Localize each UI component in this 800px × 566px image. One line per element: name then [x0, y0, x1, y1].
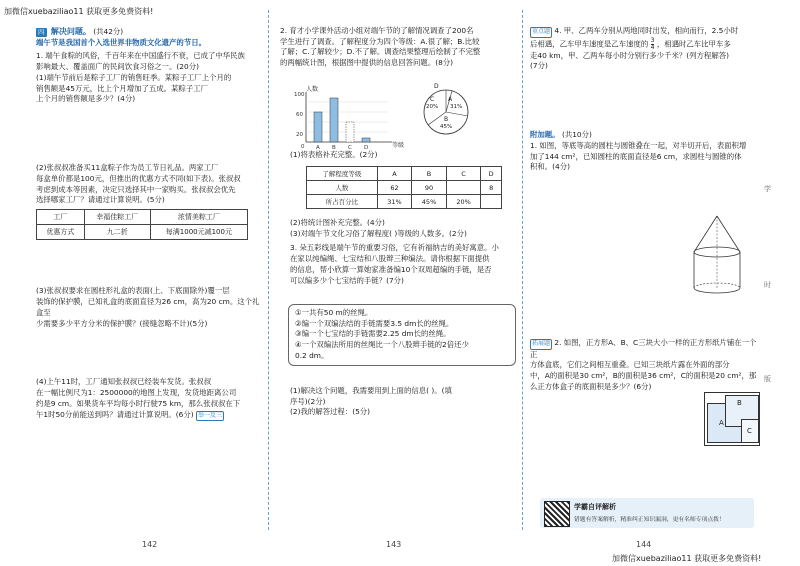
more-practice-tag: 举一反三 [196, 411, 224, 422]
q4-stem-line2: 后相遇，乙车甲车速度是乙车速度的 [530, 39, 649, 49]
side-char: 版 [764, 375, 771, 383]
q4-score: (7分) [530, 61, 548, 71]
table-header: 了解程度等级 [307, 167, 378, 181]
pie-label-b: B [444, 116, 449, 123]
label-c: C [747, 427, 752, 435]
q4-stem-line3: 走40 km，甲、乙两车每小时分别行多少千米？(列方程解答) [530, 50, 729, 60]
extra-score: (共10分) [561, 130, 592, 140]
q2-stem-line2: 学生进行了调查。了解程度分为四个等级：A.很了解；B.比较 [280, 36, 480, 46]
q3-subquestions [290, 386, 512, 418]
q2-stem-line1: 2. 育才小学课外活动小组对端午节的了解情况调查了200名 [280, 26, 474, 35]
extra-question-2 [530, 338, 758, 393]
q1-part3-line2: 装饰的保护膜，已知礼盒的底面直径为26 cm，高为20 cm。这个礼盒至 [36, 297, 260, 317]
table-cell: 45% [412, 195, 447, 209]
q2-subquestions [290, 218, 512, 286]
q3-stem-line4: 可以编多少个七宝结的手链？(7分) [290, 275, 404, 285]
bar-c [346, 122, 354, 142]
q2-sub2: (2)将统计图补充完整。(4分) [290, 218, 385, 227]
e1-stem-line1: 1. 如图，等底等高的圆柱与圆锥叠在一起，对半切开后，表面积增 [530, 140, 747, 150]
table-cell: 20% [446, 195, 481, 209]
q1-stem-line2: 影响最大、覆盖面广的民间饮食习俗之一。(20分) [36, 62, 199, 72]
q1-part1-line1: (1)端午节前后是粽子工厂的销售旺季。某粽子工厂上个月的 [36, 72, 232, 82]
table-cell: 每满1000元减100元 [150, 225, 247, 240]
q3-stem-line2: 在家以纯编绳、七宝结和八股辫三种编法。请你根据下面提供 [290, 254, 490, 264]
q1-part2-line2: 每盒单价都是100元，但推出的优惠方式不同(如下表)。张叔叔 [36, 173, 241, 183]
table-header: D [481, 167, 502, 181]
answer-space [530, 72, 758, 130]
q1-part2-line3: 考虑到成本等因素，决定只选择其中一家购买。张叔叔会优先 [36, 184, 236, 194]
q4-stem-line1: 4. 甲、乙两车分别从两地同时出发，相向而行，2.5小时 [554, 26, 739, 35]
bar-chart [292, 88, 405, 150]
table-cell: 优惠方式 [37, 225, 85, 240]
promo-line2: 更有名师专项点拨！ [672, 517, 725, 523]
q3-sub1-cont: 序号)(2分) [290, 396, 326, 406]
bar-d [362, 138, 370, 142]
section-title: 解决问题。 [50, 27, 91, 36]
column-1 [36, 26, 260, 421]
table-cell: 8 [481, 181, 502, 195]
cylinder-cone-figure [690, 212, 744, 298]
label-a: A [719, 419, 724, 427]
q1-part2-line1: (2)张叔叔准备买11盒粽子作为员工节日礼品。两家工厂 [36, 163, 219, 173]
tick-c: C [348, 145, 352, 150]
table-cell: 62 [377, 181, 412, 195]
promo-line1: 错题有答案解析，精准纠正知识漏洞， [574, 517, 673, 523]
watermark-top: 加微信xuebaziliao11 获取更多免费资料! [4, 7, 154, 16]
chart-y-label: 人数 [306, 86, 319, 93]
key-question-tag: 重点题 [530, 27, 552, 38]
q3-sub1: (1)解决这个问题，我需要用到上面的信息( )。(填 [290, 386, 452, 395]
e2-stem-line3: 中，A的面积是30 cm²，B的面积是36 cm²，C的面积是20 cm²，那 [530, 371, 757, 381]
side-char: 时 [764, 281, 771, 289]
table-cell: 所占百分比 [307, 195, 378, 209]
svg-text:0: 0 [301, 144, 305, 150]
table-cell [446, 181, 481, 195]
e1-stem-line2: 加了144 cm²，已知圆柱的底面直径是6 cm，求圆柱与圆锥的体 [530, 151, 742, 161]
table-cell [481, 195, 502, 209]
e2-stem-line1: 2. 如图，正方形A、B、C三块大小一样的正方形纸片铺在一个正 [530, 338, 757, 359]
section-number: 四 [38, 28, 45, 36]
promo-text [574, 514, 725, 523]
info-item-3: ③编一个七宝结的手链需要2.25 dm长的丝绳。 [295, 329, 451, 339]
extra-title: 附加题。 [530, 130, 560, 140]
page-number: 142 [142, 540, 158, 549]
tick-a: A [316, 145, 320, 150]
table-cell: 九二折 [84, 225, 150, 240]
pie-label-b-pct: 45% [440, 124, 453, 130]
page-number: 144 [636, 540, 652, 549]
e2-stem-line4: 么正方体盒子的底面积是多少？(6分) [530, 381, 652, 391]
q2-sub3: (3)对端午节文化习俗了解程度( )等级的人数多。(2分) [290, 228, 467, 238]
discount-table [36, 209, 248, 240]
pie-label-a-pct: 31% [450, 104, 463, 110]
column-divider [522, 10, 523, 530]
svg-text:100: 100 [294, 92, 305, 98]
e1-stem-line3: 积和。(4分) [530, 162, 571, 172]
e2-stem-line2: 方体盒底，它们之间相互重叠。已知三块纸片露在外面的部分 [530, 360, 730, 370]
fraction-numerator: 3 [650, 36, 655, 44]
table-cell: 人数 [307, 181, 378, 195]
q1-stem-line1: 1. 端午食粽的风俗，千百年来在中国盛行不衰，已成了中华民族 [36, 51, 245, 61]
label-b: B [737, 399, 742, 407]
section-intro: 端午节是我国首个入选世界非物质文化遗产的节日。 [36, 37, 206, 47]
q1-part2-line4: 选择哪家工厂？请通过计算说明。(5分) [36, 195, 165, 205]
pie-label-d: D [434, 83, 439, 90]
column-divider [268, 10, 269, 530]
watermark-bottom: 加微信xuebaziliao11 获取更多免费资料! [612, 554, 762, 563]
column-3 [530, 26, 758, 173]
q1-part1-line2: 销售额是45万元，比上个月增加了五成。某粽子工厂 [36, 83, 209, 93]
square-box-figure [704, 392, 760, 446]
q4-stem-line2b: ，相遇时乙车比甲车多 [656, 39, 731, 49]
answer-space [36, 240, 260, 286]
table-header: 浓情美粽工厂 [150, 210, 247, 225]
column-2 [280, 26, 512, 69]
bar-a [314, 112, 322, 142]
side-char: 学 [764, 185, 771, 193]
section-score: (共42分) [93, 27, 124, 36]
pie-label-c-pct: 20% [426, 104, 439, 110]
fraction [651, 38, 655, 51]
pie-label-a: A [448, 96, 453, 103]
q1-part3-line3: 少需要多少平方分米的保护膜？(接缝忽略不计)(5分) [36, 318, 208, 328]
svg-text:60: 60 [296, 112, 303, 118]
extension-tag: 拓展题 [530, 339, 552, 350]
table-header: 幸福佳粽工厂 [84, 210, 150, 225]
q1-part4-line3: 约是9 cm。如果货车平均每小时行驶75 km，那么张叔叔在下 [36, 398, 241, 408]
fraction-denominator: 4 [650, 43, 655, 51]
q2-stem-line4: 的两幅统计图，根据图中提供的信息回答问题。(8分) [280, 58, 454, 68]
table-header: A [377, 167, 412, 181]
pie-label-c: C [430, 96, 435, 103]
info-item-4: ④一个双编法所用的丝绳比一个八股辫手链的2倍还少 [295, 340, 469, 350]
svg-text:20: 20 [296, 132, 303, 138]
promo-banner [540, 498, 754, 528]
q1-part4-line1: (4)上午11时，工厂通知张叔叔已经装车发货。张叔叔 [36, 377, 212, 387]
bar-b [330, 98, 338, 142]
promo-title: 学霸自评解析 [574, 503, 616, 511]
table-cell: 31% [377, 195, 412, 209]
q1-part4-line2: 在一幅比例尺为1：2500000的地图上发现，发货地距离公司 [36, 388, 237, 398]
info-item-4-cont: 0.2 dm。 [295, 350, 329, 360]
q1-part3-line1: (3)张叔叔要求在圆柱形礼盒的表面(上、下底面除外)覆一层 [36, 286, 230, 296]
q2-subquestion-1 [290, 150, 512, 161]
tick-b: B [332, 145, 336, 150]
q3-stem-line3: 的信息，帮小欣算一算她家准备编10个双周超编的手链，是否 [290, 264, 492, 274]
info-box [288, 304, 516, 366]
answer-space [36, 105, 260, 163]
tick-d: D [364, 145, 369, 150]
info-item-2: ②编一个双编法结的手链需要3.5 dm长的丝绳。 [295, 318, 454, 328]
table-header: B [412, 167, 447, 181]
chart-x-label: 等级 [392, 142, 405, 149]
table-header: C [446, 167, 481, 181]
q2-stem-line3: 了解；C.了解较少；D.不了解。调查结果整理后绘制了不完整 [280, 47, 481, 57]
table-header: 工厂 [37, 210, 85, 225]
table-cell: 90 [412, 181, 447, 195]
q1-part1-line3: 上个月的销售额是多少？(4分) [36, 94, 136, 104]
page-number: 143 [386, 540, 402, 549]
q3-stem-line1: 3. 朵五彩线是端午节的重要习俗，它有祈福纳吉的美好寓意。小 [290, 243, 499, 253]
info-item-1: ①一共有50 m的丝绳。 [295, 308, 373, 317]
survey-table [306, 166, 502, 209]
q1-part4-line4: 午1时50分前能送到吗？请通过计算说明。(6分) [36, 409, 194, 419]
qr-code-icon[interactable] [544, 501, 570, 527]
q2-sub1: (1)将表格补充完整。(2分) [290, 150, 378, 159]
answer-space [36, 329, 260, 377]
q3-sub2: (2)我的解答过程：(5分) [290, 407, 371, 417]
